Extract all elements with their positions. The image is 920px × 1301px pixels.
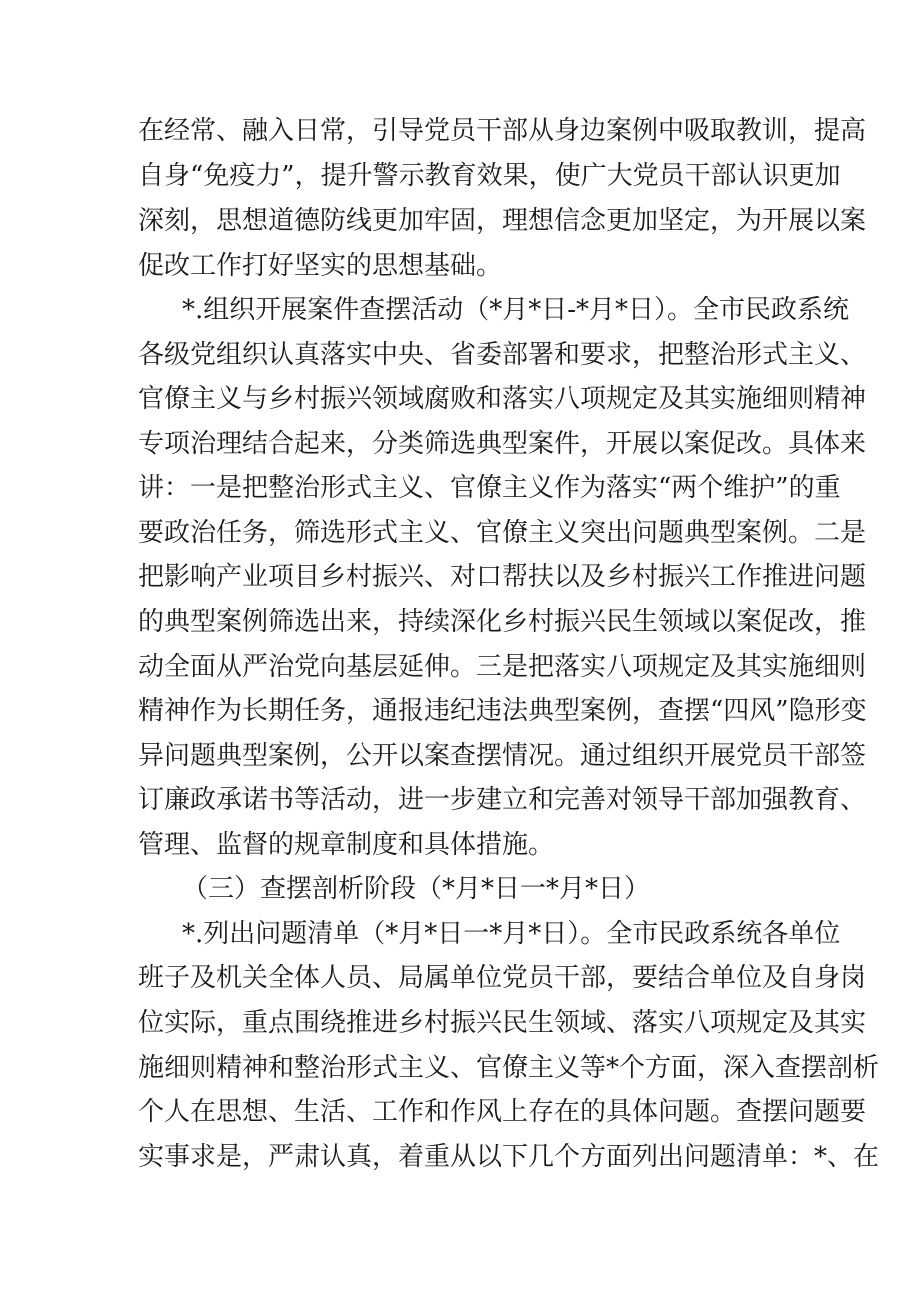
text-line: 讲：一是把整治形式主义、官僚主义作为落实“两个维护”的重	[138, 473, 841, 503]
text-line: 个人在思想、生活、工作和作风上存在的具体问题。查摆问题要	[138, 1097, 867, 1127]
text-line: 在经常、融入日常，引导党员干部从身边案例中吸取教训，提高	[138, 116, 867, 146]
section-heading: （三）查摆剖析阶段（*月*日一*月*日）	[182, 874, 651, 904]
text-line: 的典型案例筛选出来，持续深化乡村振兴民生领域以案促改，推	[138, 607, 867, 637]
text-line: 各级党组织认真落实中央、省委部署和要求，把整治形式主义、	[138, 340, 867, 370]
text-line: 管理、监督的规章制度和具体措施。	[138, 830, 555, 860]
text-line: 把影响产业项目乡村振兴、对口帮扶以及乡村振兴工作推进问题	[138, 562, 867, 592]
text-line: 专项治理结合起来，分类筛选典型案件，开展以案促改。具体来	[138, 429, 867, 459]
text-line: *.组织开展案件查摆活动（*月*日-*月*日）。全市民政系统	[182, 295, 850, 325]
text-line: 动全面从严治党向基层延伸。三是把落实八项规定及其实施细则	[138, 652, 867, 682]
text-line: 位实际，重点围绕推进乡村振兴民生领域、落实八项规定及其实	[138, 1008, 867, 1038]
text-line: 班子及机关全体人员、局属单位党员干部，要结合单位及自身岗	[138, 963, 867, 993]
text-line: 精神作为长期任务，通报违纪违法典型案例，查摆“四风”隐形变	[138, 696, 867, 726]
text-line: 要政治任务，筛选形式主义、官僚主义突出问题典型案例。二是	[138, 518, 867, 548]
text-line: 深刻，思想道德防线更加牢固，理想信念更加坚定，为开展以案	[138, 206, 867, 236]
text-line: 异问题典型案例，公开以案查摆情况。通过组织开展党员干部签	[138, 741, 867, 771]
text-line: 官僚主义与乡村振兴领域腐败和落实八项规定及其实施细则精神	[138, 384, 867, 414]
text-line: *.列出问题清单（*月*日一*月*日）。全市民政系统各单位	[182, 919, 841, 949]
text-line: 实事求是，严肃认真，着重从以下几个方面列出问题清单：*、在	[138, 1142, 880, 1172]
text-line: 订廉政承诺书等活动，进一步建立和完善对领导干部加强教育、	[138, 785, 867, 815]
text-line: 自身“免疫力”，提升警示教育效果，使广大党员干部认识更加	[138, 161, 841, 191]
text-line: 促改工作打好坚实的思想基础。	[138, 251, 503, 281]
text-line: 施细则精神和整治形式主义、官僚主义等*个方面，深入查摆剖析	[138, 1053, 880, 1083]
